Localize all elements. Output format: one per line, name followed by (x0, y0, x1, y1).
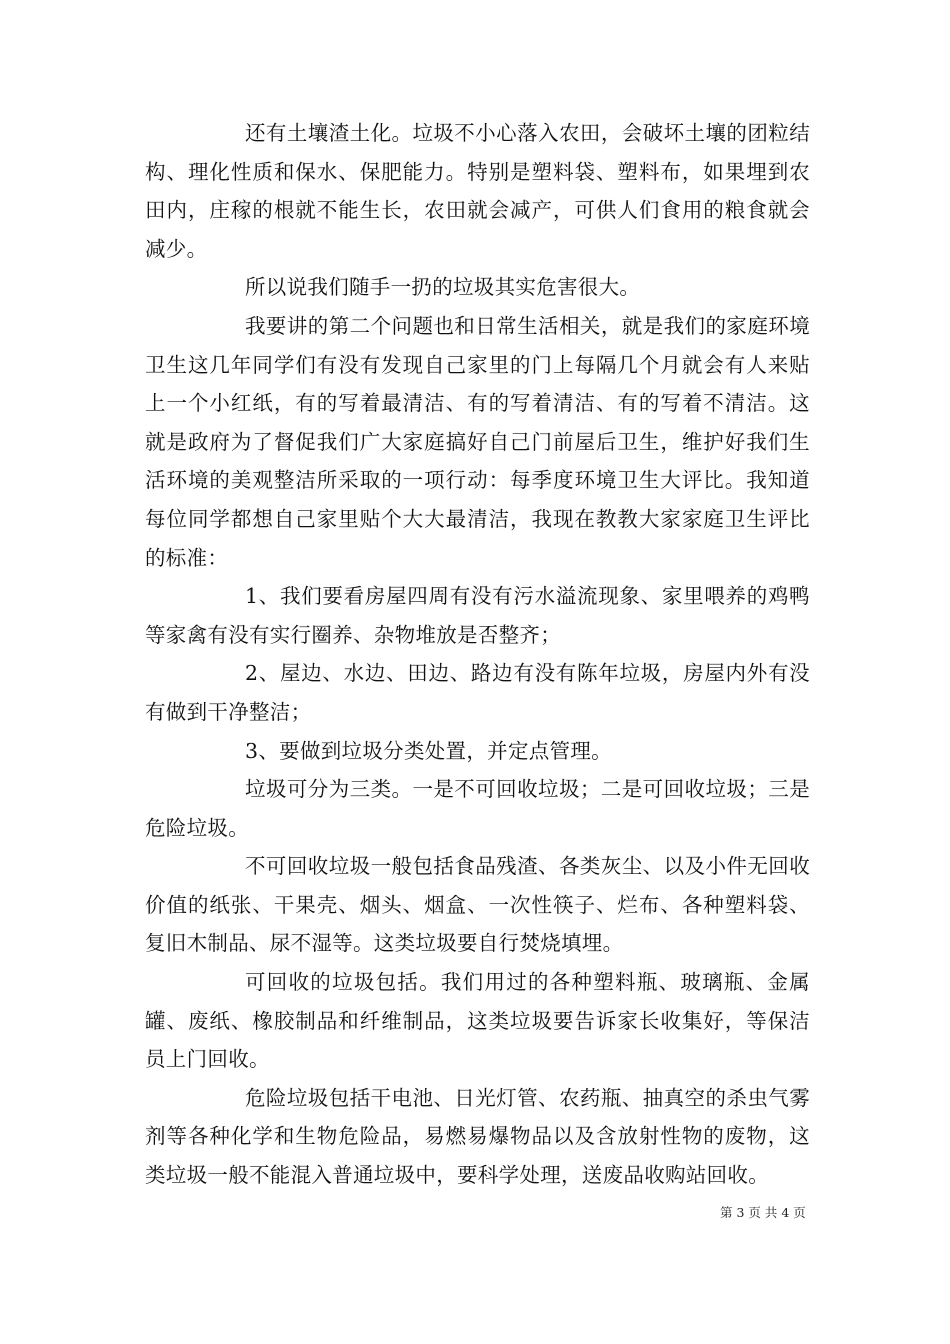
paragraph-2: 所以说我们随手一扔的垃圾其实危害很大。 (245, 275, 641, 300)
list-item-2: 2、屋边、水边、田边、路边有没有陈年垃圾，房屋内外有没有做到干净整洁； (145, 661, 810, 724)
paragraph-non-recyclable: 不可回收垃圾一般包括食品残渣、各类灰尘、以及小件无回收价值的纸张、干果壳、烟头、烟盒、一次性筷子、烂布、各种塑料袋、复旧木制品、尿不湿等。这类垃圾要自行焚烧填埋。 (145, 854, 810, 956)
paragraph-hazardous: 危险垃圾包括干电池、日光灯管、农药瓶、抽真空的杀虫气雾剂等各种化学和生物危险品，易燃易爆物品以及含放射性物的废物，这类垃圾一般不能混入普通垃圾中，要科学处理，送废品收购站回收。 (145, 1085, 810, 1188)
page-number: 第 3 页 共 4 页 (720, 1205, 806, 1220)
document-body (145, 114, 810, 1195)
paragraph-recyclable: 可回收的垃圾包括。我们用过的各种塑料瓶、玻璃瓶、金属罐、废纸、橡胶制品和纤维制品，这类垃圾要告诉家长收集好，等保洁员上门回收。 (145, 970, 810, 1072)
list-item-3: 3、要做到垃圾分类处置，并定点管理。 (245, 738, 612, 763)
list-item-1: 1、我们要看房屋四周有没有污水溢流现象、家里喂养的鸡鸭等家禽有没有实行圈养、杂物堆放是否整齐； (145, 584, 810, 647)
paragraph-1: 还有土壤渣土化。垃圾不小心落入农田，会破坏土壤的团粒结构、理化性质和保水、保肥能力。特别是塑料袋、塑料布，如果埋到农田内，庄稼的根就不能生长，农田就会减产，可供人们食用的粮食就会减少。 (145, 121, 810, 261)
paragraph-3: 我要讲的第二个问题也和日常生活相关，就是我们的家庭环境卫生这几年同学们有没有发现自己家里的门上每隔几个月就会有人来贴上一个小红纸，有的写着最清洁、有的写着清洁、有的写着不清洁。这就是政府为了督促我们广大家庭搞好自己门前屋后卫生，维护好我们生活环境的美观整洁所采取的一项行动：每季度环境卫生大评比。我知道每位同学都想自己家里贴个大大最清洁，我现在教教大家家庭卫生评比的标准： (145, 313, 810, 570)
paragraph-categories: 垃圾可分为三类。一是不可回收垃圾；二是可回收垃圾；三是危险垃圾。 (145, 777, 810, 840)
